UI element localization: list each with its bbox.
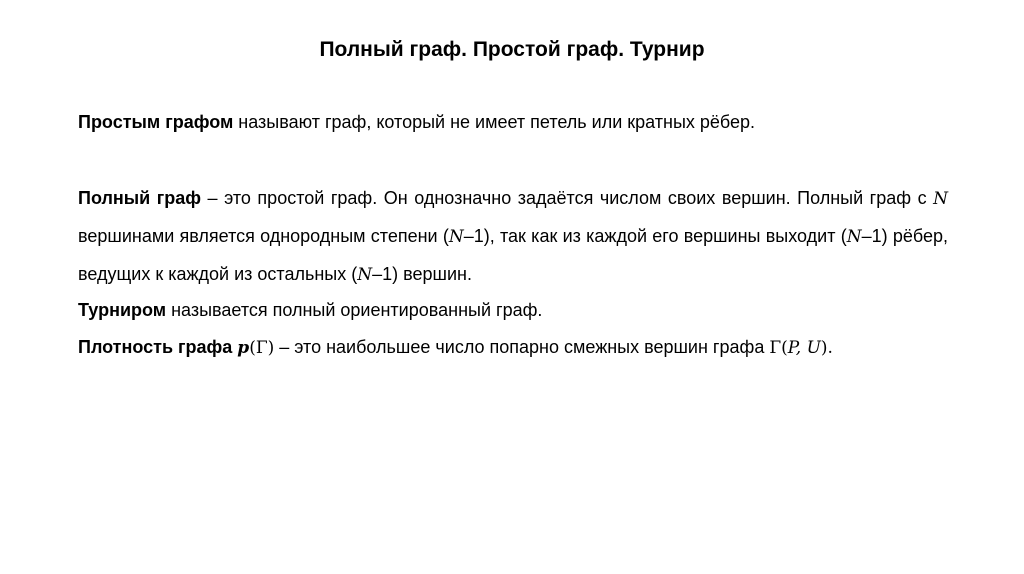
math-gamma-arg: (Γ): [249, 338, 275, 358]
paragraph-complete-graph: [78, 180, 948, 294]
math-vars: P, U: [787, 338, 821, 358]
complete-graph-text-5: –1) вершин.: [372, 264, 472, 284]
term-tournament: Турниром: [78, 300, 167, 320]
term-complete-graph: Полный граф: [78, 188, 202, 208]
simple-graph-definition: называют граф, который не имеет петель или кратных рёбер.: [233, 112, 756, 132]
paragraph-graph-density: [78, 329, 948, 367]
term-simple-graph: Простым графом: [78, 112, 234, 132]
density-definition: – это наибольшее число попарно смежных вершин графа: [274, 337, 770, 357]
complete-graph-text-3: –1), так как из каждой его вершины выходит (: [463, 226, 847, 246]
complete-graph-text-4: –1) рёбер, ведущих к каждой из остальных (: [78, 226, 948, 284]
math-n: N: [846, 227, 862, 247]
math-n: N: [448, 227, 464, 247]
tournament-definition: называется полный ориентированный граф.: [166, 300, 543, 320]
math-rho: p: [237, 338, 250, 358]
math-n: N: [933, 189, 948, 209]
math-gamma: Γ(: [769, 338, 788, 358]
complete-graph-text-2: вершинами является однородным степени (: [78, 226, 449, 246]
slide-title: Полный граф. Простой граф. Турнир: [319, 38, 705, 61]
paragraph-tournament: [78, 292, 948, 329]
math-n: N: [357, 265, 373, 285]
complete-graph-text-1: – это простой граф. Он однозначно задаётся числом своих вершин. Полный граф с: [201, 188, 934, 208]
paragraph-simple-graph: [78, 104, 948, 141]
math-close: ).: [820, 338, 833, 358]
term-graph-density: Плотность графа: [78, 337, 238, 357]
